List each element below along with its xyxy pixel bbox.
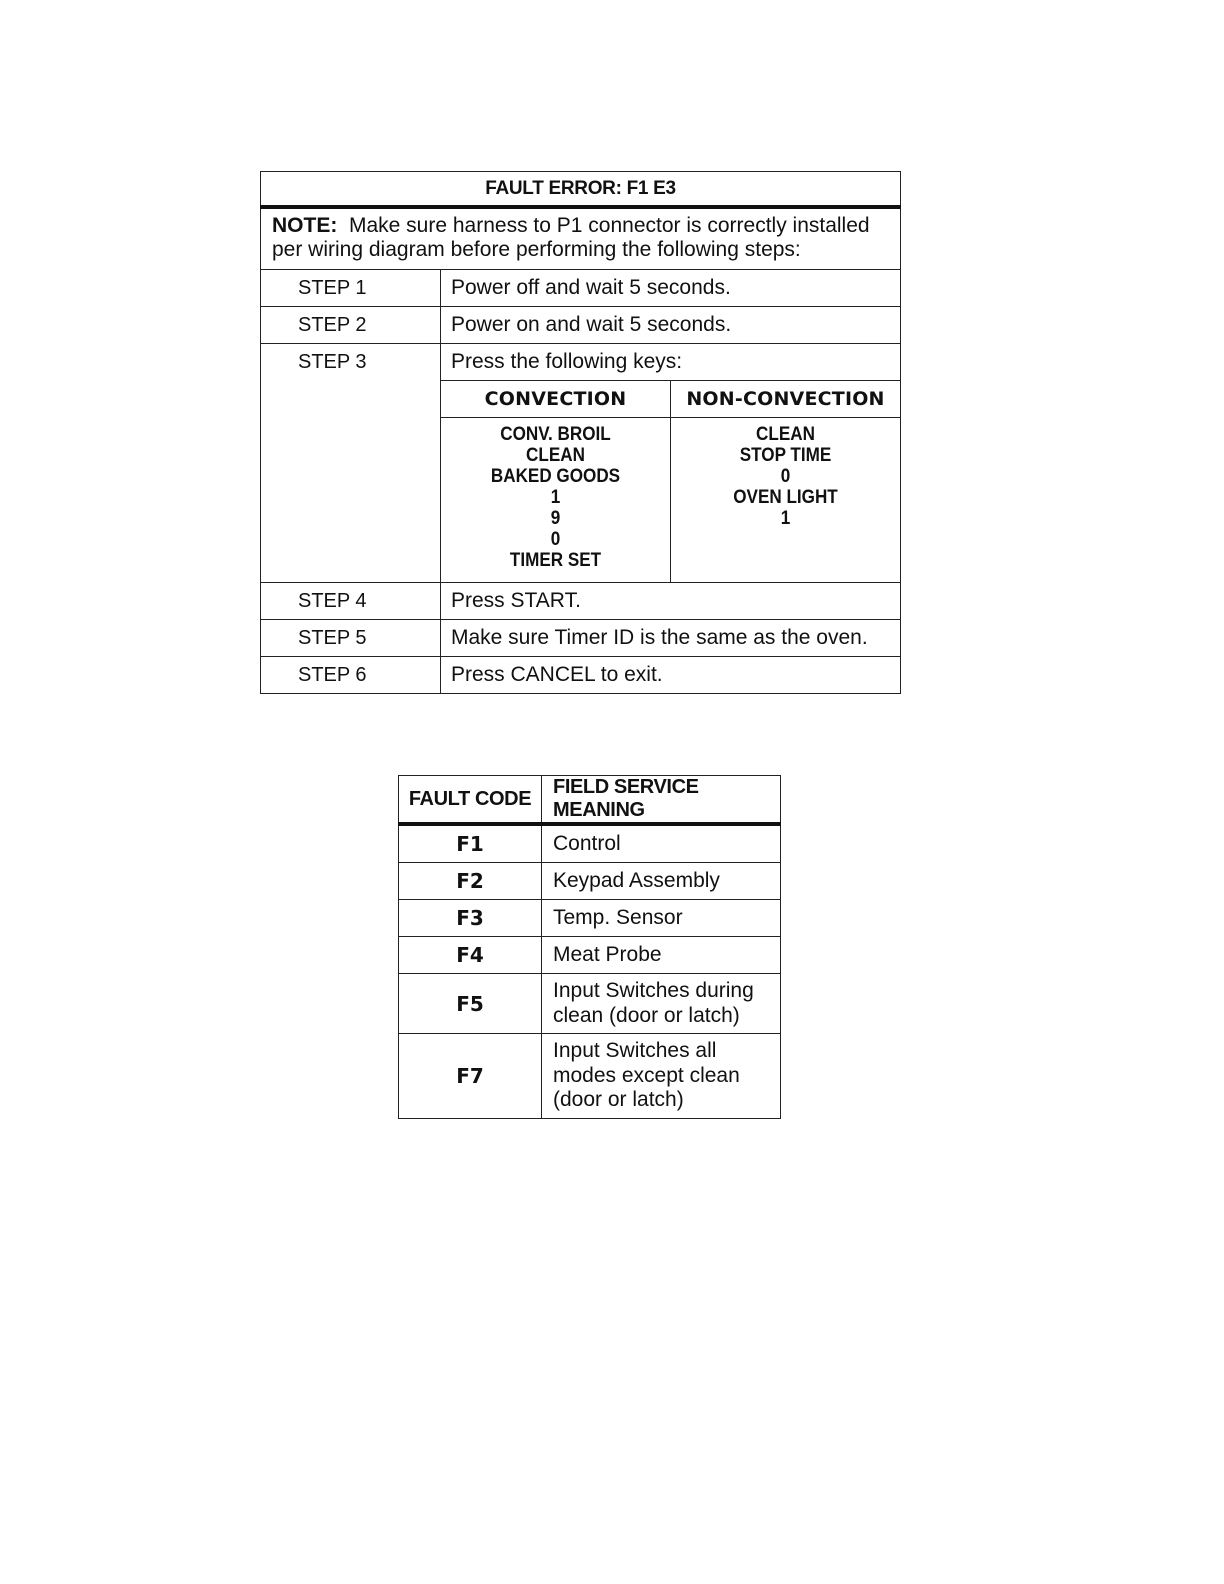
step-row: [261, 583, 901, 620]
step-label: STEP 5: [261, 620, 441, 657]
step-label: STEP 6: [261, 657, 441, 694]
step-text: Press START.: [441, 583, 901, 620]
key-item: 0: [550, 529, 561, 550]
fault-meaning: [542, 1034, 781, 1119]
meaning-line: (door or latch): [553, 1088, 684, 1111]
step-label: STEP 3: [261, 344, 441, 583]
fault-code: F2: [399, 863, 542, 900]
table-row: [399, 900, 781, 937]
convection-keys: [441, 418, 671, 583]
non-convection-header: NON-CONVECTION: [671, 381, 901, 418]
fault-code-table: [398, 775, 781, 1119]
fault-meaning: Control: [542, 824, 781, 863]
field-service-meaning-header: FIELD SERVICE MEANING: [542, 776, 781, 825]
step-text: Press the following keys:: [441, 344, 901, 381]
fault-error-table: [260, 171, 901, 694]
step-row: [261, 307, 901, 344]
step-label: STEP 2: [261, 307, 441, 344]
step-row: [261, 620, 901, 657]
key-item: TIMER SET: [509, 550, 602, 571]
table-row: [399, 824, 781, 863]
key-item: CLEAN: [756, 424, 815, 445]
table-row: [399, 1034, 781, 1119]
meaning-line: Input Switches all: [553, 1039, 717, 1062]
step-row: [261, 657, 901, 694]
fault-meaning: [542, 974, 781, 1034]
fault-code: F3: [399, 900, 542, 937]
key-item: OVEN LIGHT: [733, 487, 838, 508]
step-text: Make sure Timer ID is the same as the oven.: [441, 620, 901, 657]
note: [261, 207, 901, 270]
note-label: NOTE:: [272, 214, 338, 237]
step-row: [261, 270, 901, 307]
meaning-line: Input Switches during: [553, 979, 754, 1002]
convection-header: CONVECTION: [441, 381, 671, 418]
step-text: Power on and wait 5 seconds.: [441, 307, 901, 344]
keys-table: [441, 381, 900, 582]
fault-code: F1: [399, 824, 542, 863]
fault-meaning: Temp. Sensor: [542, 900, 781, 937]
note-text: Make sure harness to P1 connector is correctly installed per wiring diagram before performing the following steps:: [272, 214, 870, 261]
key-item: 1: [550, 487, 561, 508]
key-item: CLEAN: [526, 445, 585, 466]
fault-code: F7: [399, 1034, 542, 1119]
meaning-line: modes except clean: [553, 1063, 740, 1087]
table-row: [399, 863, 781, 900]
step-text: Power off and wait 5 seconds.: [441, 270, 901, 307]
table-row: [399, 937, 781, 974]
key-item: STOP TIME: [739, 445, 832, 466]
fault-code-header: FAULT CODE: [399, 776, 542, 825]
step-text: Press CANCEL to exit.: [441, 657, 901, 694]
key-item: BAKED GOODS: [490, 466, 621, 487]
step-label: STEP 1: [261, 270, 441, 307]
fault-code: F4: [399, 937, 542, 974]
non-convection-keys: [671, 418, 901, 583]
table-row: [399, 974, 781, 1034]
fault-code: F5: [399, 974, 542, 1034]
key-item: 0: [780, 466, 791, 487]
meaning-line: clean (door or latch): [553, 1003, 740, 1027]
fault-meaning: Keypad Assembly: [542, 863, 781, 900]
key-item: CONV. BROIL: [500, 424, 611, 445]
step-row: [261, 344, 901, 381]
keys-container: [441, 381, 901, 583]
step-label: STEP 4: [261, 583, 441, 620]
fault-error-title: FAULT ERROR: F1 E3: [261, 172, 901, 208]
fault-meaning: Meat Probe: [542, 937, 781, 974]
key-item: 1: [780, 508, 791, 529]
key-item: 9: [550, 508, 561, 529]
